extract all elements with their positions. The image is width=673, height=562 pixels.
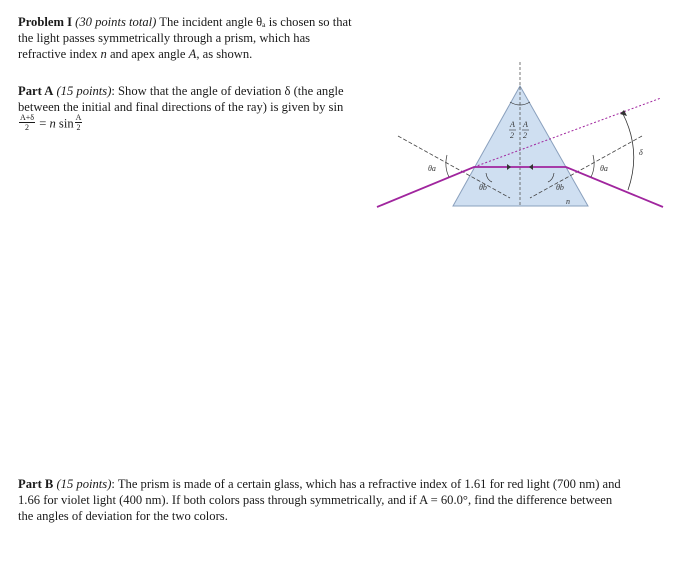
half-apex-right-numerator: A xyxy=(523,120,528,129)
part-a-text: : Show that the angle of deviation δ (the angle between the initial and final directions of the ray) is given by sin xyxy=(18,84,344,114)
problem-intro xyxy=(18,14,358,62)
problem-text-1: The incident angle θₐ is chosen so that the light passes symmetrically through a prism, which has refractive index xyxy=(18,15,352,61)
theta-a-right-label: θa xyxy=(600,164,608,173)
sin-text: sin xyxy=(55,116,74,131)
half-apex-right-denominator: 2 xyxy=(523,131,527,140)
refractive-index-label: n xyxy=(566,197,570,206)
prism-diagram xyxy=(370,56,670,216)
part-a-title: Part A xyxy=(18,84,54,98)
theta-b-left-label: θb xyxy=(479,183,487,192)
theta-a-left-arc xyxy=(446,155,449,177)
half-apex-left-denominator: 2 xyxy=(510,131,514,140)
problem-points: (30 points total) xyxy=(75,15,157,29)
fraction-a-plus-delta-over-2 xyxy=(19,113,35,132)
problem-n-symbol: n xyxy=(100,47,107,61)
part-b-points: (15 points) xyxy=(56,477,112,491)
part-b-text: : The prism is made of a certain glass, which has a refractive index of 1.61 for red light (700 nm) and 1.66 for violet light (400 nm). If both colors pass through symmetrically, and if A = 60.0°, find the difference between the angles of deviation for the two colors. xyxy=(18,477,621,523)
theta-a-right-arc xyxy=(591,155,594,177)
problem-title: Problem I xyxy=(18,15,72,29)
fraction-a-over-2 xyxy=(75,113,83,132)
problem-text-3: , as shown. xyxy=(196,47,253,61)
part-a-points: (15 points) xyxy=(56,84,112,98)
theta-a-left-label: θa xyxy=(428,164,436,173)
fraction-denominator: 2 xyxy=(76,123,81,132)
problem-text-2: and apex angle xyxy=(106,47,189,61)
problem-A-symbol: A xyxy=(188,47,197,61)
half-apex-left-numerator: A xyxy=(510,120,515,129)
fraction-numerator: A+δ xyxy=(20,113,35,122)
fraction-numerator: A xyxy=(75,113,82,122)
part-b-paragraph xyxy=(18,476,628,524)
delta-label: δ xyxy=(639,148,643,157)
prism-triangle xyxy=(453,86,588,206)
fraction-denominator: 2 xyxy=(25,123,30,132)
refractive-index-symbol: n xyxy=(49,116,56,131)
part-a-paragraph xyxy=(18,83,358,134)
part-b-title: Part B xyxy=(18,477,54,491)
equals-sign: = xyxy=(36,116,50,131)
deviation-arc xyxy=(622,112,634,190)
theta-b-right-label: θb xyxy=(556,183,564,192)
